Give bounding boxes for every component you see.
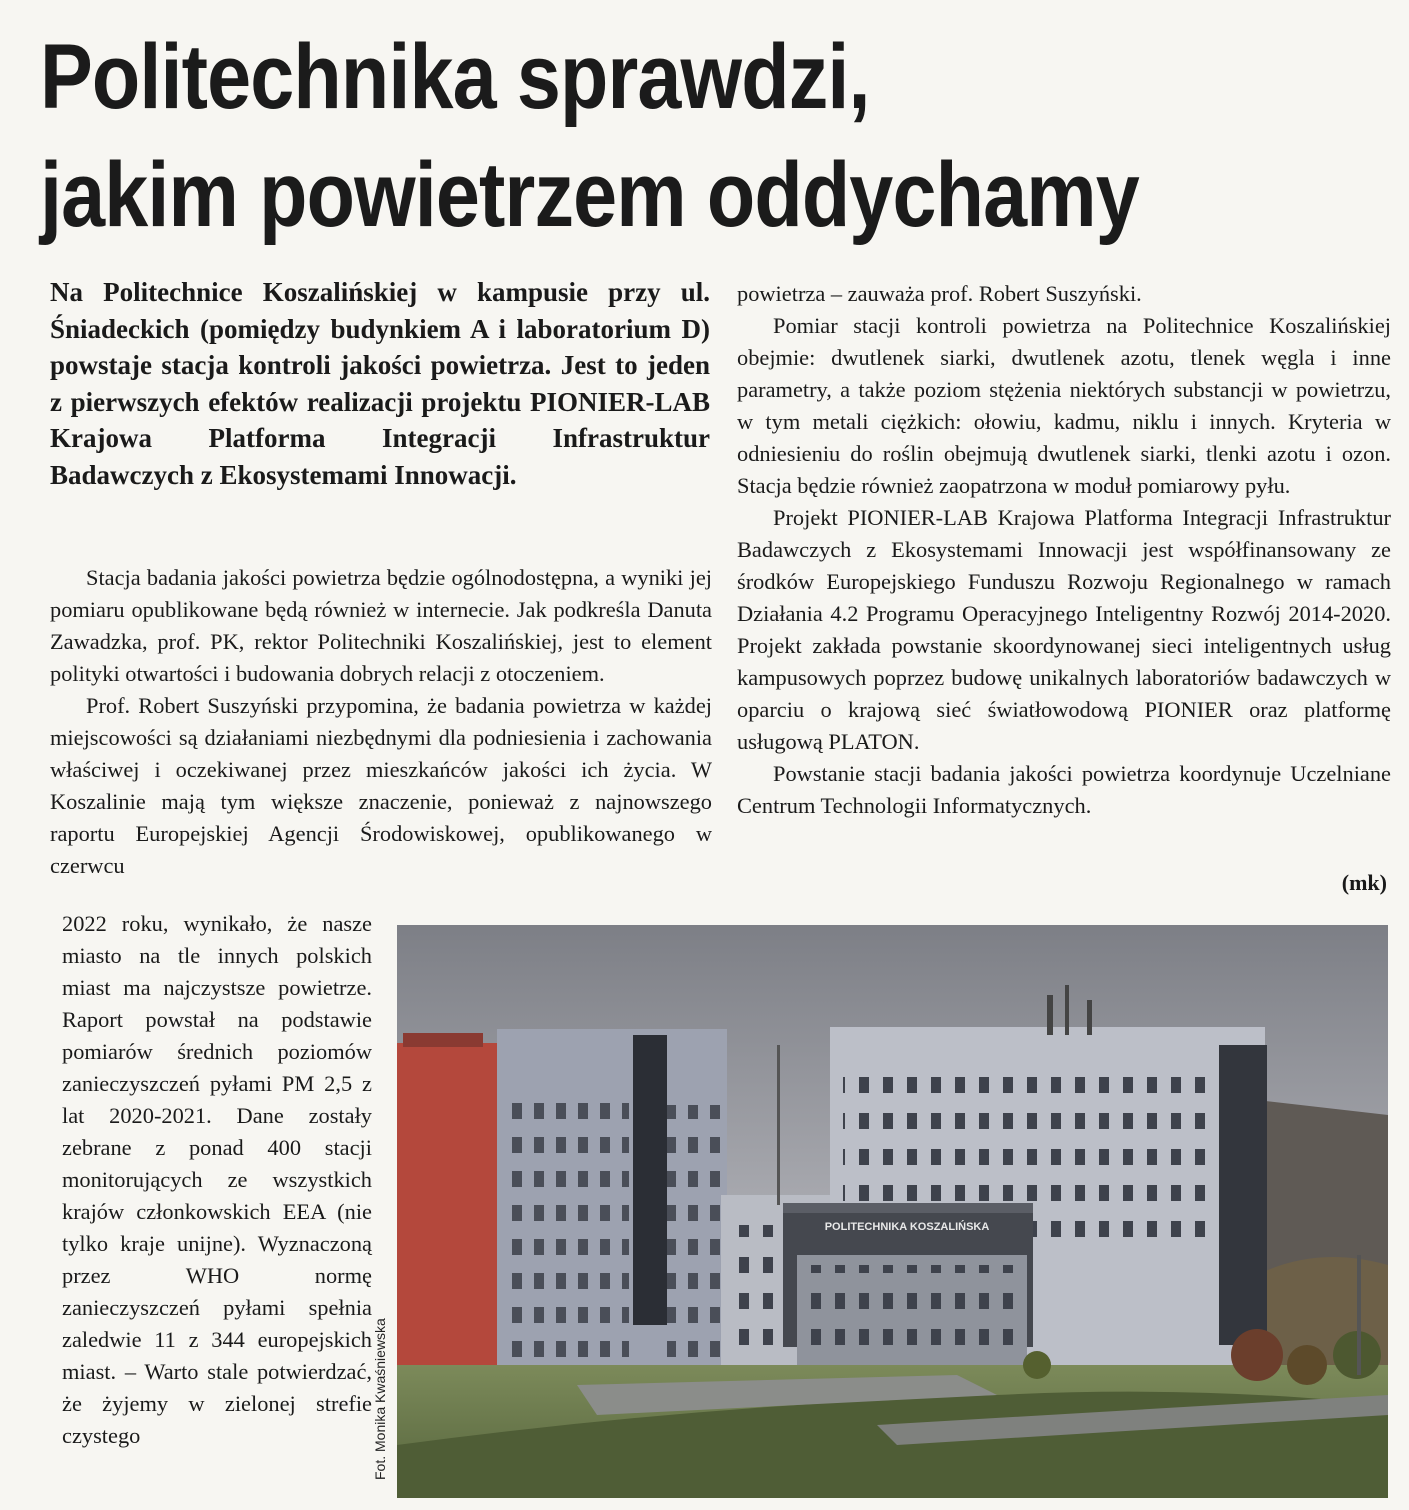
lead-paragraph: Na Politechnice Koszalińskiej w kampusie przy ul. Śniadeckich (pomiędzy budynkiem A i laboratorium D) powstaje stacja kontroli jakości powietrza. Jest to jeden z pierwszych efektów realizacji projektu PIONIER-LAB Krajowa Platforma Integracji Infrastruktur Badawczych z Ekosystemami Innowacji. — [50, 277, 710, 490]
column-right — [737, 278, 1391, 822]
paragraph: powietrza – zauważa prof. Robert Suszyński. — [737, 281, 1142, 306]
paragraph: Pomiar stacji kontroli powietrza na Politechnice Koszalińskiej obejmie: dwutlenek siarki, dwutlenek azotu, tlenek węgla i inne parametry, a także poziom stężenia niektórych substancji w powietrzu, w tym metali ciężkich: ołowiu, kadmu, niklu i innych. Kryteria w odniesieniu do roślin obejmują dwutlenek siarki, tlenki azotu i ozon. Stacja będzie również zaopatrzona w moduł pomiarowy pyłu. — [737, 313, 1391, 498]
column-left-narrow — [62, 908, 372, 1452]
paragraph: 2022 roku, wynikało, że nasze miasto na tle innych polskich miast ma najczystsze powietrze. Raport powstał na podstawie pomiarów średnich poziomów zanieczyszczeń pyłami PM 2,5 z lat 2020-2021. Dane zostały zebrane z ponad 400 stacji monitorujących ze wszystkich krajów członkowskich EEA (nie tylko kraje unijne). Wyznaczoną przez WHO normę zanieczyszczeń pyłami spełnia zaledwie 11 z 344 europejskich miast. – Warto stale potwierdzać, że żyjemy w zielonej strefie czystego — [62, 911, 372, 1448]
paragraph: Powstanie stacji badania jakości powietrza koordynuje Uczelniane Centrum Technologii Informatycznych. — [737, 761, 1391, 818]
author-signature: (mk) — [1341, 870, 1387, 895]
paragraph: Prof. Robert Suszyński przypomina, że badania powietrza w każdej miejscowości są działaniami niezbędnymi dla podniesienia i zachowania właściwej i oczekiwanej przez mieszkańców jakości ich życia. W Koszalinie mają tym większe znaczenie, ponieważ z najnowszego raportu Europejskiej Agencji Środowiskowej, opublikowanego w czerwcu — [50, 693, 712, 878]
headline-line-2: jakim powietrzem oddychamy — [40, 144, 1139, 246]
campus-photo — [397, 925, 1388, 1498]
photo-credit: Fot. Monika Kwaśniewska — [372, 1318, 388, 1480]
paragraph: Stacja badania jakości powietrza będzie ogólnodostępna, a wyniki jej pomiaru opublikowane będą również w internecie. Jak podkreśla Danuta Zawadzka, prof. PK, rektor Politechniki Koszalińskiej, jest to element polityki otwartości i budowania dobrych relacji z otoczeniem. — [50, 565, 712, 686]
headline-line-1: Politechnika sprawdzi, — [40, 26, 870, 128]
building-sign: POLITECHNIKA KOSZALIŃSKA — [824, 1221, 990, 1233]
paragraph: Projekt PIONIER-LAB Krajowa Platforma Integracji Infrastruktur Badawczych z Ekosystemami Innowacji jest współfinansowany ze środków Europejskiego Funduszu Rozwoju Regionalnego w ramach Działania 4.2 Programu Operacyjnego Inteligentny Rozwój 2014-2020. Projekt zakłada powstanie skoordynowanej sieci inteligentnych usług kampusowych poprzez budowę unikalnych laboratoriów badawczych w oparciu o krajową sieć światłowodową PIONIER oraz platformę usługową PLATON. — [737, 505, 1391, 754]
headline — [40, 18, 1192, 254]
column-left — [50, 562, 712, 882]
